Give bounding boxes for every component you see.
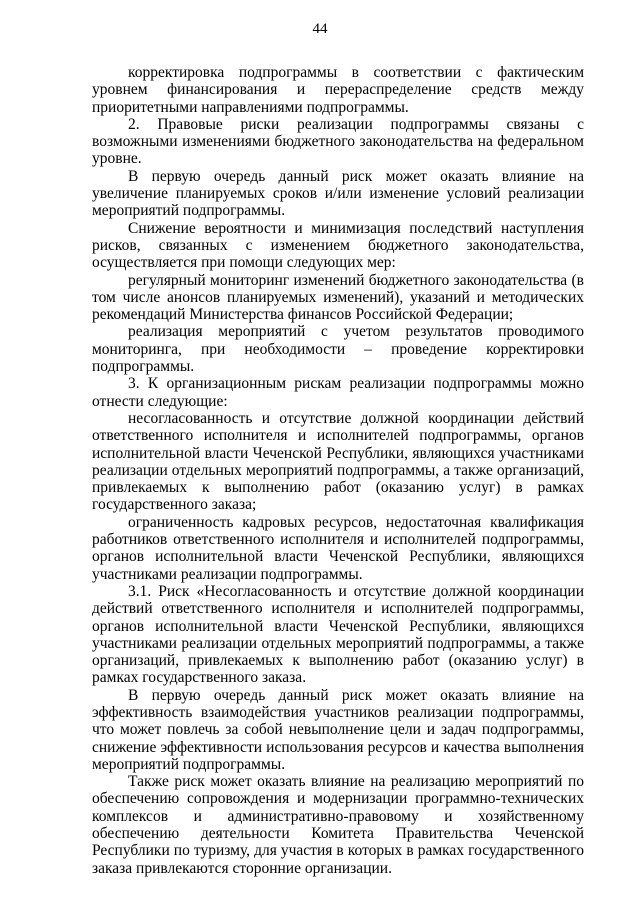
paragraph: В первую очередь данный риск может оказать влияние на увеличение планируемых сроков и/или изменение условий реализации мероприятий подпрограммы. — [92, 167, 584, 220]
paragraph: 3. К организационным рискам реализации подпрограммы можно отнести следующие: — [92, 375, 584, 410]
paragraph: Снижение вероятности и минимизация последствий наступления рисков, связанных с изменением бюджетного законодательства, осуществляется при помощи следующих мер: — [92, 219, 584, 272]
paragraph: реализация мероприятий с учетом результатов проводимого мониторинга, при необходимости – проведение корректировки подпрограммы. — [92, 323, 584, 376]
paragraph: Также риск может оказать влияние на реализацию мероприятий по обеспечению сопровождения и модернизации программно-технических комплексов и административно-правовому и хозяйственному обеспечению деятельности Комитета Правительства Чеченской Республики по туризму, для участия в которых в рамках государственного заказа привлекаются сторонние организации. — [92, 773, 584, 877]
document-body — [92, 64, 584, 877]
paragraph: ограниченность кадровых ресурсов, недостаточная квалификация работников ответственного исполнителя и исполнителей подпрограммы, органов исполнительной власти Чеченской Республики, являющихся участниками реализации подпрограммы. — [92, 513, 584, 583]
paragraph: 2. Правовые риски реализации подпрограммы связаны с возможными изменениями бюджетного законодательства на федеральном уровне. — [92, 115, 584, 168]
paragraph: В первую очередь данный риск может оказать влияние на эффективность взаимодействия участников реализации подпрограммы, что может повлечь за собой невыполнение цели и задач подпрограммы, снижение эффективности использования ресурсов и качества выполнения мероприятий подпрограммы. — [92, 686, 584, 773]
paragraph: 3.1. Риск «Несогласованность и отсутствие должной координации действий ответственного исполнителя и исполнителей подпрограммы, органов исполнительной власти Чеченской Республики, являющихся участниками реализации отдельных мероприятий подпрограммы, а также организаций, привлекаемых к выполнению работ (оказанию услуг) в рамках государственного заказа. — [92, 582, 584, 687]
page-number: 44 — [312, 21, 328, 37]
paragraph: несогласованность и отсутствие должной координации действий ответственного исполнителя и исполнителей подпрограммы, органов исполнительной власти Чеченской Республики, являющихся участниками реализации отдельных мероприятий подпрограммы, а также организаций, привлекаемых к выполнению работ (оказанию услуг) в рамках государственного заказа; — [92, 409, 584, 514]
paragraph: корректировка подпрограммы в соответствии с фактическим уровнем финансирования и перераспределение средств между приоритетными направлениями подпрограммы. — [92, 64, 584, 116]
paragraph: регулярный мониторинг изменений бюджетного законодательства (в том числе анонсов планируемых изменений), указаний и методических рекомендаций Министерства финансов Российской Федерации; — [92, 271, 584, 324]
